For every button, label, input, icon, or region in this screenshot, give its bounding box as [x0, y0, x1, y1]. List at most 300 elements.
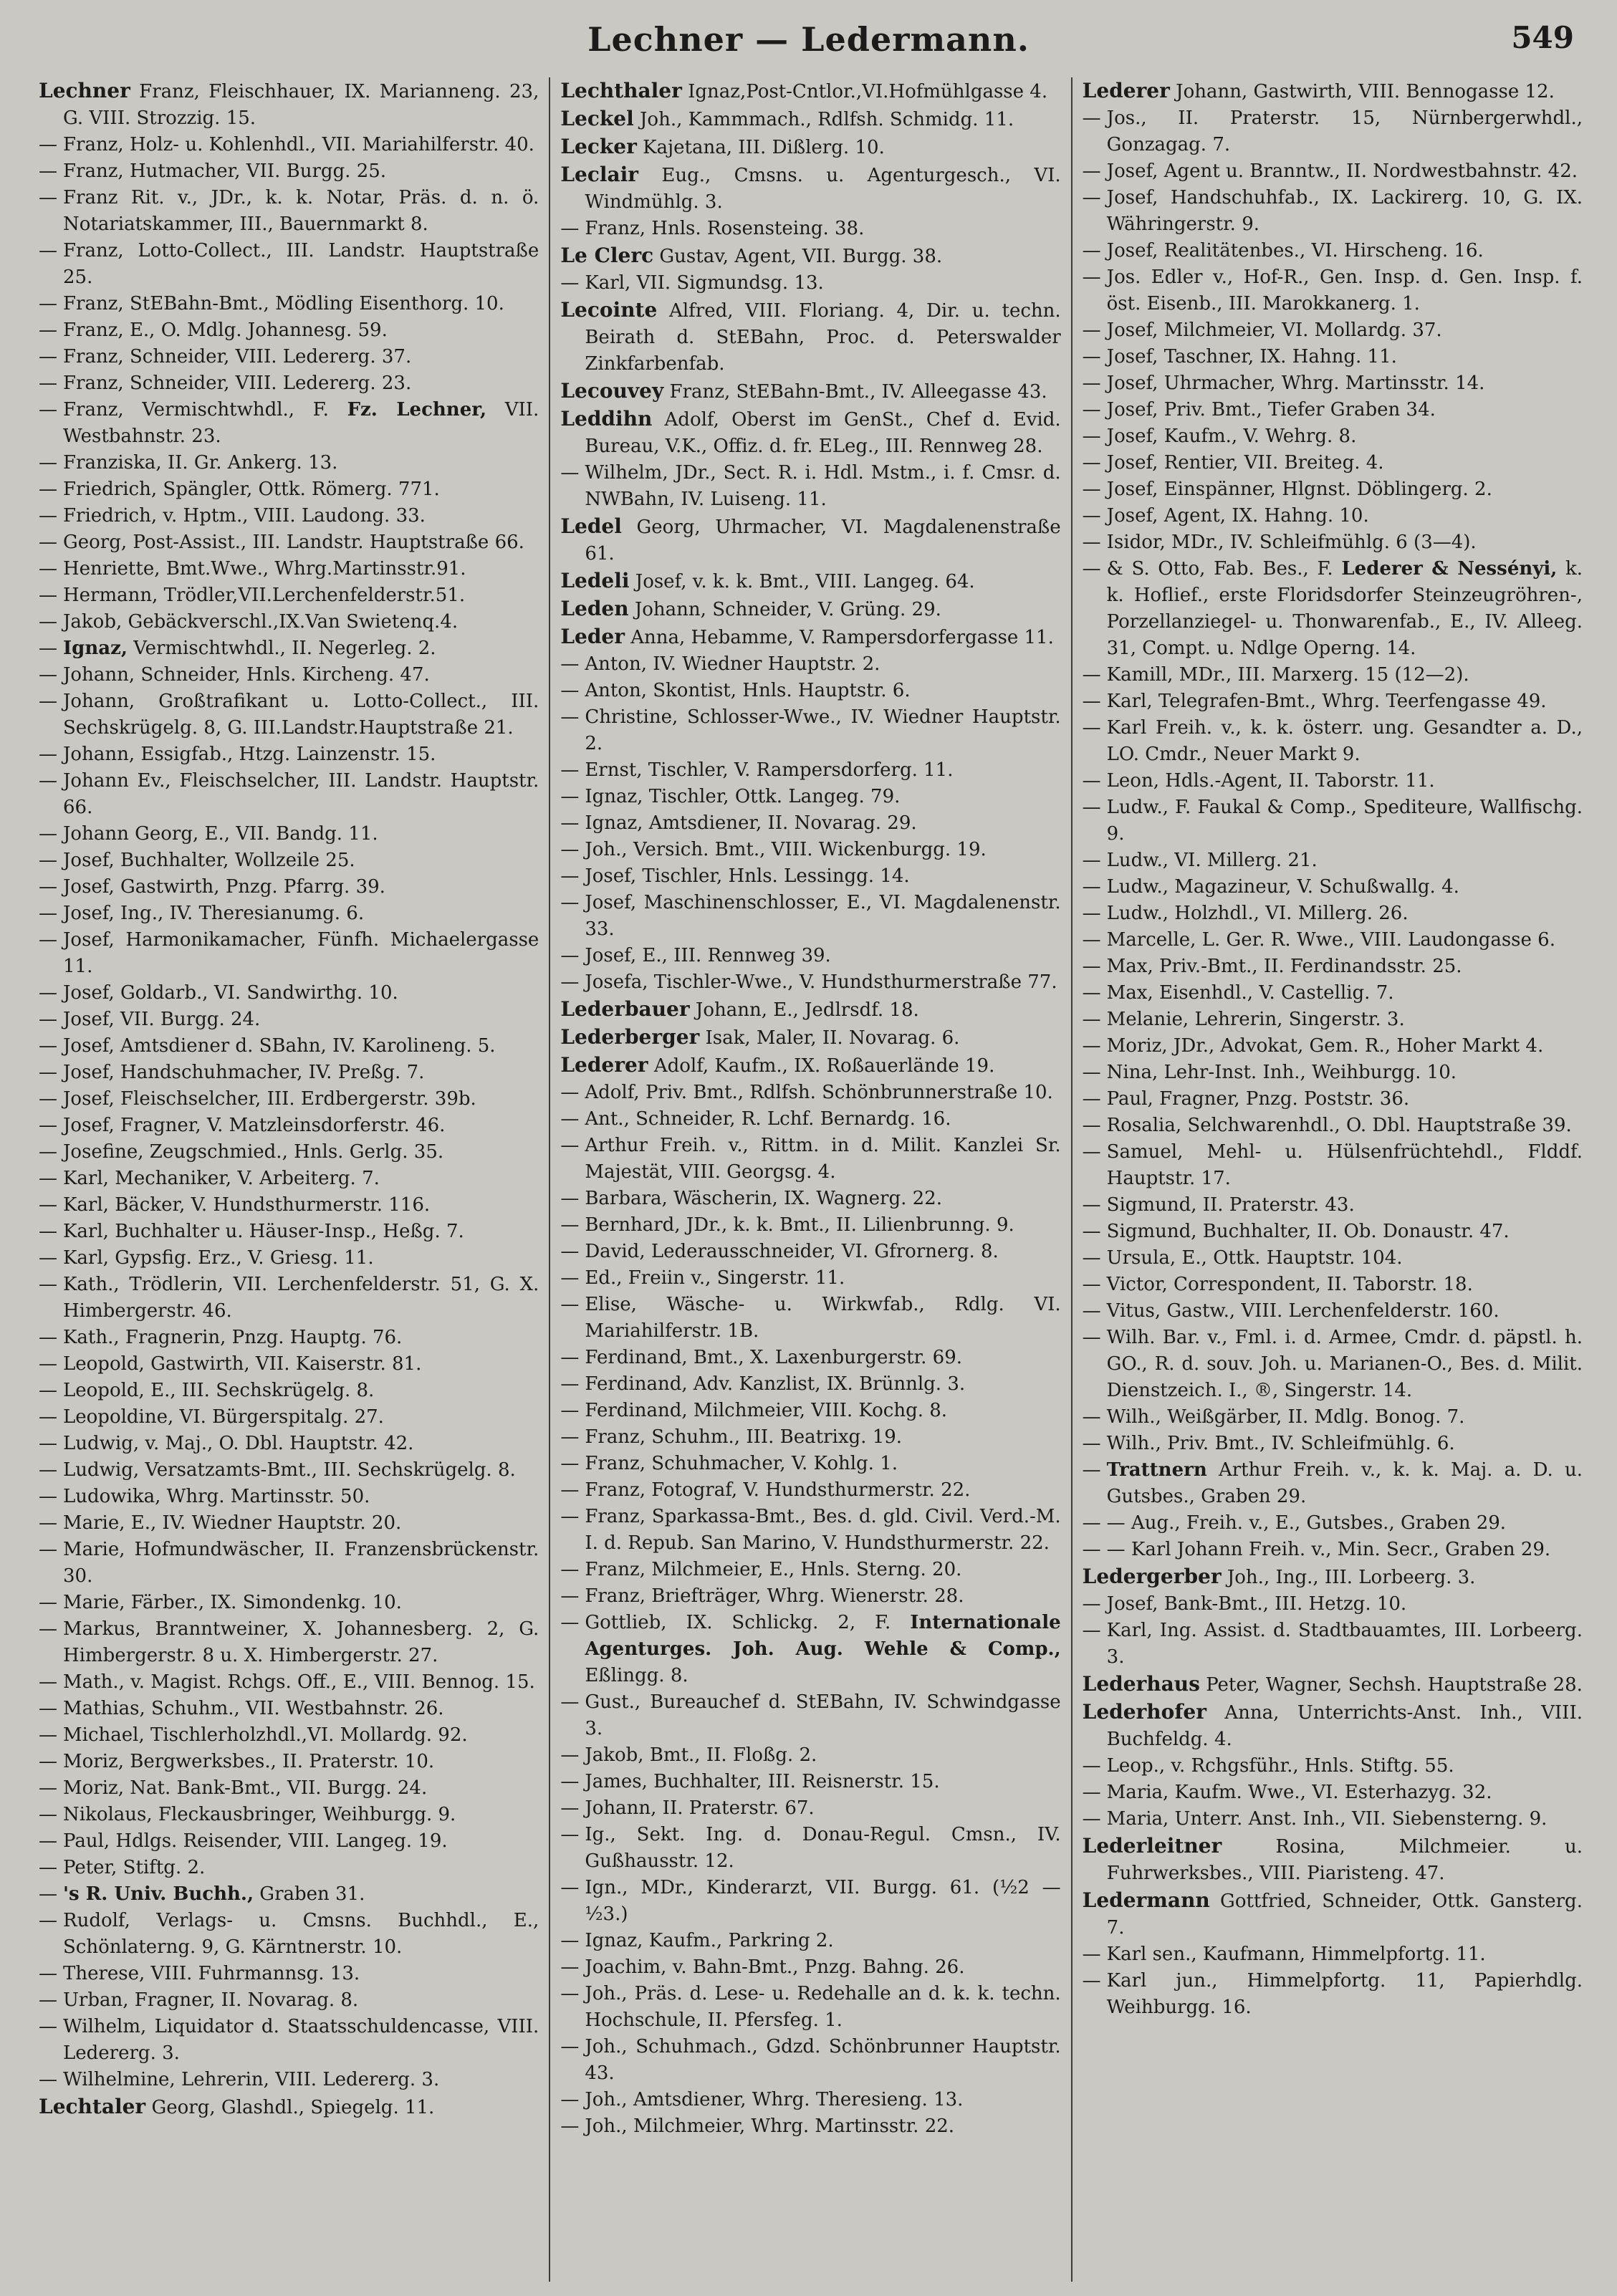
directory-entry — [39, 1007, 539, 1033]
ditto-dash: — — [560, 1241, 580, 1262]
ditto-dash: — — [1082, 1115, 1101, 1136]
directory-entry — [1083, 1563, 1583, 1591]
entry-text: Franz, Briefträger, Whrg. Wienerstr. 28. — [585, 1585, 964, 1607]
entry-text: Ant., Schneider, R. Lchf. Bernardg. 16. — [585, 1108, 951, 1130]
directory-entry — [1083, 185, 1583, 238]
directory-entry — [560, 1052, 1060, 1080]
entry-text: Bernhard, JDr., k. k. Bmt., II. Lilienbrunng. 9. — [585, 1214, 1014, 1236]
ditto-dash: — — [39, 1406, 57, 1428]
ditto-dash: — — [39, 1989, 57, 2011]
entry-text: Leopold, Gastwirth, VII. Kaiserstr. 81. — [63, 1353, 422, 1375]
ditto-dash: — — [39, 638, 57, 659]
ditto-dash: — — [1082, 1808, 1101, 1830]
entry-text: Karl, Mechaniker, V. Arbeiterg. 7. — [63, 1168, 380, 1189]
directory-entry — [39, 1616, 539, 1669]
directory-entry — [1083, 1941, 1583, 1968]
ditto-dash: — — [560, 1877, 580, 1898]
directory-entry — [39, 1245, 539, 1272]
directory-entry — [560, 1212, 1060, 1239]
ditto-dash: — — [560, 1559, 580, 1580]
directory-entry — [39, 874, 539, 900]
directory-entry — [1083, 954, 1583, 980]
directory-entry — [1083, 715, 1583, 768]
entry-text: Josef, Fleischselcher, III. Erdbergerstr. 39b. — [63, 1088, 476, 1110]
entry-text: Franz, Hutmacher, VII. Burgg. 25. — [63, 160, 387, 182]
ditto-dash: — — [1082, 505, 1101, 527]
directory-entry — [39, 1855, 539, 1881]
entry-text: Jos. Edler v., Hof-R., Gen. Insp. d. Gen. Insp. f. öst. Eisenb., III. Marokkanerg. 1. — [1106, 266, 1583, 314]
surname-heading: Lecouvey — [560, 379, 664, 403]
entry-bold-name: 's R. Univ. Buchh., — [63, 1883, 254, 1905]
surname-heading: Ledeli — [560, 569, 630, 592]
entry-text: Joh., Versich. Bmt., VIII. Wickenburgg. 19. — [585, 839, 987, 860]
surname-heading: Lechner — [39, 79, 130, 102]
entry-text: Johann, Großtrafikant u. Lotto-Collect., III. Sechskrügelg. 8, G. III.Landstr.Hauptstraße 21. — [63, 691, 539, 739]
entry-text: Anna, Unterrichts-Anst. Inh., VIII. Buchfeldg. 4. — [1106, 1702, 1583, 1750]
directory-entry — [1083, 529, 1583, 556]
entry-text: Elise, Wäsche- u. Wirkwfab., Rdlg. VI. Mariahilferstr. 1B. — [585, 1294, 1061, 1342]
ditto-dash: — — [560, 1824, 580, 1845]
directory-entry — [560, 513, 1060, 567]
ditto-dash: — — [560, 892, 580, 913]
surname-heading: Ledergerber — [1082, 1565, 1222, 1588]
ditto-dash: — — [1082, 982, 1101, 1004]
directory-entry — [39, 1961, 539, 1987]
directory-entry — [1083, 1113, 1583, 1139]
directory-entry — [560, 1024, 1060, 1052]
entry-text: Rudolf, Verlags- u. Cmsns. Buchhdl., E., Schönlaterng. 9, G. Kärntnerstr. 10. — [63, 1910, 539, 1958]
ditto-dash: — — [39, 240, 57, 261]
entry-text: Karl, Buchhalter u. Häuser-Insp., Heßg. 7. — [63, 1221, 464, 1242]
entry-text: Nikolaus, Fleckausbringer, Weihburgg. 9. — [63, 1804, 456, 1825]
ditto-dash: — — [39, 850, 57, 871]
entry-text: Jakob, Bmt., II. Floßg. 2. — [585, 1744, 817, 1766]
entry-text: Josef, Handschuhmacher, IV. Preßg. 7. — [63, 1062, 425, 1083]
ditto-dash: — — [39, 1009, 57, 1030]
column-left — [39, 77, 549, 2282]
entry-text: Josef, Rentier, VII. Breiteg. 4. — [1106, 452, 1384, 474]
directory-entry — [1083, 1033, 1583, 1060]
directory-entry — [39, 1325, 539, 1351]
ditto-dash: — — [1082, 1593, 1101, 1615]
ditto-dash: — — [560, 1214, 580, 1236]
directory-entry — [1083, 1298, 1583, 1325]
directory-entry — [560, 1239, 1060, 1265]
directory-entry — [39, 1192, 539, 1219]
entry-text: Maria, Unterr. Anst. Inh., VII. Siebensterng. 9. — [1106, 1808, 1548, 1830]
entry-text: Max, Priv.-Bmt., II. Ferdinandsstr. 25. — [1106, 956, 1462, 977]
directory-entry — [560, 1689, 1060, 1742]
directory-entry — [39, 768, 539, 821]
entry-text: Franziska, II. Gr. Ankerg. 13. — [63, 452, 338, 474]
entry-text: Ferdinand, Bmt., X. Laxenburgerstr. 69. — [585, 1347, 963, 1368]
ditto-dash: — — [1082, 691, 1101, 712]
entry-text: Josef, Kaufm., V. Wehrg. 8. — [1106, 426, 1357, 447]
ditto-dash: — — [39, 929, 57, 951]
ditto-dash: — — [1082, 1247, 1101, 1269]
directory-entry — [1083, 397, 1583, 423]
entry-text: Ludwig, v. Maj., O. Dbl. Hauptstr. 42. — [63, 1433, 414, 1454]
entry-text: Georg, Post-Assist., III. Landstr. Hauptstraße 66. — [63, 532, 524, 553]
directory-entry — [1083, 1671, 1583, 1699]
entry-text: Josef, Bank-Bmt., III. Hetzg. 10. — [1106, 1593, 1407, 1615]
ditto-dash: — — [1082, 1433, 1101, 1454]
ditto-dash: — — [1082, 266, 1101, 288]
ditto-dash: — — [560, 1294, 580, 1315]
entry-text: Johann, II. Praterstr. 67. — [585, 1797, 815, 1819]
entry-text: Ignaz, Kaufm., Parkring 2. — [585, 1930, 834, 1951]
directory-entry — [39, 1272, 539, 1325]
ditto-dash: — — [39, 1618, 57, 1640]
entry-text: Anna, Hebamme, V. Rampersdorfergasse 11. — [630, 627, 1054, 648]
ditto-dash: — — [39, 1247, 57, 1269]
entry-text: Paul, Hdlgs. Reisender, VIII. Langeg. 19. — [63, 1830, 448, 1852]
entry-text: Jos., II. Praterstr. 15, Nürnbergerwhdl., Gonzagag. 7. — [1106, 107, 1583, 155]
entry-text: Josef, Einspänner, Hlgnst. Döblingerg. 2. — [1106, 479, 1492, 500]
ditto-dash: — — [1082, 1459, 1101, 1481]
ditto-dash: — — [1082, 160, 1101, 182]
directory-entry — [560, 623, 1060, 651]
ditto-dash: — — [39, 982, 57, 1004]
entry-text: Johann, E., Jedlrsdf. 18. — [695, 999, 919, 1021]
ditto-dash: — — [1082, 1141, 1101, 1163]
directory-entry — [1083, 423, 1583, 450]
entry-text: Hermann, Trödler,VII.Lerchenfelderstr.51. — [63, 585, 466, 606]
directory-entry — [560, 837, 1060, 863]
ditto-dash: — — [560, 1347, 580, 1368]
directory-entry — [39, 582, 539, 609]
ditto-dash: — — [560, 1797, 580, 1819]
directory-entry — [560, 77, 1060, 105]
entry-text: Josef, Tischler, Hnls. Lessingg. 14. — [585, 865, 910, 887]
ditto-dash: — — [1082, 373, 1101, 394]
directory-entry — [560, 1345, 1060, 1371]
directory-entry — [1083, 662, 1583, 688]
directory-entry — [39, 1881, 539, 1908]
entry-text: Johann Georg, E., VII. Bandg. 11. — [63, 823, 378, 845]
entry-text: Ursula, E., Ottk. Hauptstr. 104. — [1106, 1247, 1403, 1269]
directory-entry — [560, 1424, 1060, 1451]
ditto-dash: — — [39, 770, 57, 792]
directory-entry — [560, 460, 1060, 513]
directory-entry — [1083, 1060, 1583, 1086]
entry-text: Karl Freih. v., k. k. österr. ung. Gesandter a. D., LO. Cmdr., Neuer Markt 9. — [1106, 717, 1583, 765]
directory-entry — [560, 704, 1060, 757]
directory-entry — [39, 1033, 539, 1060]
ditto-dash: — — [1082, 426, 1101, 447]
entry-text: Moriz, Nat. Bank-Bmt., VII. Burgg. 24. — [63, 1777, 428, 1799]
entry-text: Josef, Taschner, IX. Hahng. 11. — [1106, 346, 1397, 368]
entry-text: Gust., Bureauchef d. StEBahn, IV. Schwindgasse 3. — [585, 1691, 1061, 1739]
ditto-dash: — — [560, 839, 580, 860]
ditto-dash: — — [560, 706, 580, 728]
ditto-dash: — — [39, 1857, 57, 1878]
directory-entry — [1083, 847, 1583, 874]
surname-heading: Leddihn — [560, 407, 653, 431]
directory-entry — [39, 1431, 539, 1457]
directory-entry — [560, 1371, 1060, 1398]
ditto-dash: — — [560, 1082, 580, 1103]
ditto-dash: — — [39, 1830, 57, 1852]
directory-entry — [560, 1742, 1060, 1769]
entry-text: Franz, Schneider, VIII. Ledererg. 23. — [63, 373, 412, 394]
ditto-dash: — — [39, 293, 57, 314]
directory-entry — [1083, 927, 1583, 954]
directory-entry — [39, 529, 539, 556]
ditto-dash: — — [39, 1168, 57, 1189]
directory-entry — [560, 784, 1060, 810]
directory-entry — [1083, 1833, 1583, 1887]
entry-text: Paul, Fragner, Pnzg. Poststr. 36. — [1106, 1088, 1410, 1110]
ditto-dash: — — [1082, 107, 1101, 129]
directory-entry — [560, 1557, 1060, 1583]
ditto-dash: — — [1082, 1970, 1101, 1992]
ditto-dash: — — [1082, 717, 1101, 739]
directory-entry — [1083, 874, 1583, 900]
surname-heading: Ledermann — [1082, 1888, 1210, 1912]
entry-text: Franz, E., O. Mdlg. Johannesg. 59. — [63, 320, 388, 341]
ditto-dash: — — [39, 479, 57, 500]
entry-text: Joh., Präs. d. Lese- u. Redehalle an d. k. k. techn. Hochschule, II. Pfersfeg. 1. — [585, 1983, 1061, 2031]
entry-text: Sigmund, II. Praterstr. 43. — [1106, 1194, 1355, 1216]
directory-entry — [560, 242, 1060, 270]
entry-text: Josef, Realitätenbes., VI. Hirscheng. 16. — [1106, 240, 1484, 261]
ditto-dash: — — [560, 1135, 580, 1156]
directory-entry — [1083, 1245, 1583, 1272]
ditto-dash: — — [560, 272, 580, 294]
ditto-dash: — — [39, 1539, 57, 1560]
entry-text: Urban, Fragner, II. Novarag. 8. — [63, 1989, 359, 2011]
entry-text: Anton, IV. Wiedner Hauptstr. 2. — [585, 653, 881, 675]
ditto-dash: — — [1082, 770, 1101, 792]
directory-entry — [560, 1583, 1060, 1610]
directory-entry — [39, 238, 539, 291]
directory-entry — [560, 595, 1060, 623]
entry-text: Marie, E., IV. Wiedner Hauptstr. 20. — [63, 1512, 402, 1534]
ditto-dash: — — [560, 945, 580, 966]
surname-heading: Leder — [560, 625, 625, 648]
entry-text: Franz Rit. v., JDr., k. k. Notar, Präs. d. n. ö. Notariatskammer, III., Bauernmarkt 8. — [63, 187, 539, 235]
ditto-dash: — — [39, 346, 57, 368]
entry-text: Josefa, Tischler-Wwe., V. Hundsthurmerstraße 77. — [585, 971, 1057, 993]
ditto-dash: — — [39, 1274, 57, 1295]
directory-entry — [39, 317, 539, 344]
directory-entry — [1083, 264, 1583, 317]
directory-entry — [1083, 1086, 1583, 1113]
ditto-dash: — — [560, 1771, 580, 1792]
directory-entry — [39, 132, 539, 158]
column-right — [1071, 77, 1593, 2282]
directory-entry — [39, 1722, 539, 1749]
directory-entry — [39, 1590, 539, 1616]
entry-text: Josef, E., III. Rennweg 39. — [585, 945, 831, 966]
entry-text: Moriz, JDr., Advokat, Gem. R., Hoher Markt 4. — [1106, 1035, 1544, 1057]
entry-firm-name: Lederer & Nessényi, — [1341, 558, 1558, 580]
entry-text: Ludwig, Versatzamts-Bmt., III. Sechskrügelg. 8. — [63, 1459, 516, 1481]
directory-entry — [1083, 900, 1583, 927]
entry-text: Joh., Schuhmach., Gdzd. Schönbrunner Hauptstr. 43. — [585, 2036, 1061, 2084]
ditto-dash: — — [39, 187, 57, 208]
directory-entry — [1083, 1618, 1583, 1671]
directory-entry — [39, 635, 539, 662]
ditto-dash: — — [39, 1141, 57, 1163]
entry-text-tail: k. k. Hoflief., erste Floridsdorfer Steinzeugröhren-, Porzellanziegel- u. Thonwarenfab., E., IV. Alleeg. 31, Compt. u. Ndlge Operng. 14. — [1106, 558, 1583, 659]
entry-text: Peter, Wagner, Sechsh. Hauptstraße 28. — [1206, 1674, 1583, 1696]
directory-entry — [560, 1265, 1060, 1292]
entry-text: Christine, Schlosser-Wwe., IV. Wiedner Hauptstr. 2. — [585, 706, 1061, 754]
entry-text: Georg, Glashdl., Spiegelg. 11. — [151, 2097, 435, 2118]
directory-entry — [560, 863, 1060, 890]
ditto-dash: — — [1082, 1327, 1101, 1348]
surname-heading: Lederleitner — [1082, 1834, 1222, 1858]
ditto-dash: — — [560, 1691, 580, 1713]
directory-entry — [560, 1451, 1060, 1477]
entry-text: Wilhelm, JDr., Sect. R. i. Hdl. Mstm., i. f. Cmsr. d. NWBahn, IV. Luiseng. 11. — [585, 462, 1061, 510]
entry-text: Ig., Sekt. Ing. d. Donau-Regul. Cmsn., IV. Gußhausstr. 12. — [585, 1824, 1061, 1872]
ditto-dash: — — [1082, 1512, 1101, 1534]
directory-entry — [560, 1186, 1060, 1212]
ditto-dash: — — [560, 1426, 580, 1448]
entry-text: Josefine, Zeugschmied., Hnls. Gerlg. 35. — [63, 1141, 444, 1163]
ditto-dash: — — [560, 1930, 580, 1951]
directory-entry — [560, 216, 1060, 242]
entry-text: Barbara, Wäscherin, IX. Wagnerg. 22. — [585, 1188, 942, 1209]
entry-text: Franz, Hnls. Rosensteing. 38. — [585, 218, 865, 239]
directory-entry — [39, 741, 539, 768]
ditto-dash: — — [39, 160, 57, 182]
directory-entry — [39, 1802, 539, 1828]
entry-text: Michael, Tischlerholzhdl.,VI. Mollardg. 92. — [63, 1724, 468, 1746]
entry-text: Johann Ev., Fleischselcher, III. Landstr. Hauptstr. 66. — [63, 770, 539, 818]
ditto-dash: — — [39, 876, 57, 898]
entry-text: Ludowika, Whrg. Martinsstr. 50. — [63, 1486, 370, 1507]
entry-text: — Aug., Freih. v., E., Gutsbes., Graben 29. — [1106, 1512, 1507, 1534]
entry-text: Josef, VII. Burgg. 24. — [63, 1009, 261, 1030]
ditto-dash: — — [1082, 1620, 1101, 1641]
entry-text: Josef, Goldarb., VI. Sandwirthg. 10. — [63, 982, 398, 1004]
entry-text: Wilh., Weißgärber, II. Mdlg. Bonog. 7. — [1106, 1406, 1465, 1428]
ditto-dash: — — [39, 744, 57, 765]
ditto-dash: — — [39, 2016, 57, 2037]
directory-entry — [560, 1954, 1060, 1981]
directory-entry — [1083, 1806, 1583, 1833]
entry-text: Karl, Gypsfig. Erz., V. Griesg. 11. — [63, 1247, 374, 1269]
entry-text: Kath., Fragnerin, Pnzg. Hauptg. 76. — [63, 1327, 403, 1348]
entry-text: Franz, Fotograf, V. Hundsthurmerstr. 22. — [585, 1479, 971, 1501]
ditto-dash: — — [1082, 187, 1101, 208]
ditto-dash: — — [39, 558, 57, 580]
entry-text: Ferdinand, Milchmeier, VIII. Kochg. 8. — [585, 1400, 948, 1421]
ditto-dash: — — [560, 1400, 580, 1421]
ditto-dash: — — [1082, 452, 1101, 474]
ditto-dash: — — [1082, 346, 1101, 368]
directory-entry — [39, 185, 539, 238]
surname-heading: Ledel — [560, 514, 622, 538]
ditto-dash: — — [560, 1108, 580, 1130]
ditto-dash: — — [39, 611, 57, 633]
ditto-dash: — — [1082, 1944, 1101, 1965]
directory-entry — [560, 1292, 1060, 1345]
ditto-dash: — — [560, 1188, 580, 1209]
entry-text: Moriz, Bergwerksbes., II. Praterstr. 10. — [63, 1751, 435, 1772]
directory-entry — [560, 1795, 1060, 1822]
ditto-dash: — — [1082, 1274, 1101, 1295]
entry-text: Therese, VIII. Fuhrmannsg. 13. — [63, 1963, 360, 1984]
directory-entry — [39, 556, 539, 582]
directory-entry — [39, 1457, 539, 1484]
ditto-dash: — — [1082, 1755, 1101, 1777]
entry-text: Ludw., Holzhdl., VI. Millerg. 26. — [1106, 903, 1409, 924]
directory-entry — [39, 2093, 539, 2121]
directory-entry — [1083, 1699, 1583, 1753]
directory-entry — [39, 927, 539, 980]
entry-text: Johann, Schneider, Hnls. Kircheng. 47. — [63, 664, 430, 686]
ditto-dash: — — [1082, 876, 1101, 898]
directory-entry — [39, 397, 539, 450]
surname-heading: Lecointe — [560, 298, 658, 322]
ditto-dash: — — [1082, 240, 1101, 261]
directory-entry — [560, 105, 1060, 133]
directory-entry — [1083, 1325, 1583, 1404]
directory-entry — [1083, 1753, 1583, 1779]
ditto-dash: — — [1082, 1062, 1101, 1083]
entry-text: Karl, Telegrafen-Bmt., Whrg. Teerfengasse 49. — [1106, 691, 1547, 712]
entry-text: Franz, Lotto-Collect., III. Landstr. Hauptstraße 25. — [63, 240, 539, 288]
ditto-dash: — — [39, 134, 57, 155]
directory-entry — [560, 2113, 1060, 2140]
directory-entry — [1083, 105, 1583, 158]
directory-columns — [39, 77, 1593, 2282]
ditto-dash: — — [39, 1486, 57, 1507]
directory-entry — [39, 1669, 539, 1696]
ditto-dash: — — [560, 1744, 580, 1766]
directory-entry — [560, 297, 1060, 378]
ditto-dash: — — [39, 1353, 57, 1375]
entry-text: Adolf, Kaufm., IX. Roßauerlände 19. — [653, 1055, 995, 1077]
entry-text: Franz, Fleischhauer, IX. Marianneng. 23, G. VIII. Strozzig. 15. — [63, 81, 539, 129]
entry-text: Josef, Harmonikamacher, Fünfh. Michaelergasse 11. — [63, 929, 539, 977]
directory-entry — [560, 1928, 1060, 1954]
entry-text: Wilh., Priv. Bmt., IV. Schleifmühlg. 6. — [1106, 1433, 1455, 1454]
ditto-dash: — — [560, 812, 580, 834]
entry-text: Adolf, Oberst im GenSt., Chef d. Evid. Bureau, V.K., Offiz. d. fr. ELeg., III. Rennweg 28. — [585, 409, 1061, 457]
entry-text: Ernst, Tischler, V. Rampersdorferg. 11. — [585, 759, 954, 781]
entry-text: Ferdinand, Adv. Kanzlist, IX. Brünnlg. 3. — [585, 1373, 966, 1395]
entry-text: Leopoldine, VI. Bürgerspitalg. 27. — [63, 1406, 384, 1428]
entry-text: Franz, Milchmeier, E., Hnls. Sterng. 20. — [585, 1559, 962, 1580]
entry-text: — Karl Johann Freih. v., Min. Secr., Graben 29. — [1106, 1539, 1551, 1560]
ditto-dash: — — [1082, 797, 1101, 818]
directory-entry — [560, 1133, 1060, 1186]
directory-entry — [39, 2014, 539, 2067]
entry-bold-name: Ignaz, — [63, 638, 128, 659]
ditto-dash: — — [1082, 479, 1101, 500]
entry-text: Josef, Uhrmacher, Whrg. Martinsstr. 14. — [1106, 373, 1485, 394]
directory-entry — [39, 1828, 539, 1855]
ditto-dash: — — [39, 1433, 57, 1454]
entry-text: Josef, Agent, IX. Hahng. 10. — [1106, 505, 1369, 527]
entry-text: Friedrich, Spängler, Ottk. Römerg. 771. — [63, 479, 440, 500]
entry-text: Josef, Maschinenschlosser, E., VI. Magdalenenstr. 33. — [585, 892, 1061, 940]
directory-entry — [560, 133, 1060, 161]
ditto-dash: — — [1082, 929, 1101, 951]
directory-entry — [39, 821, 539, 847]
ditto-dash: — — [1082, 1035, 1101, 1057]
directory-entry — [39, 662, 539, 688]
ditto-dash: — — [1082, 956, 1101, 977]
directory-entry — [1083, 1219, 1583, 1245]
directory-entry — [560, 2087, 1060, 2113]
